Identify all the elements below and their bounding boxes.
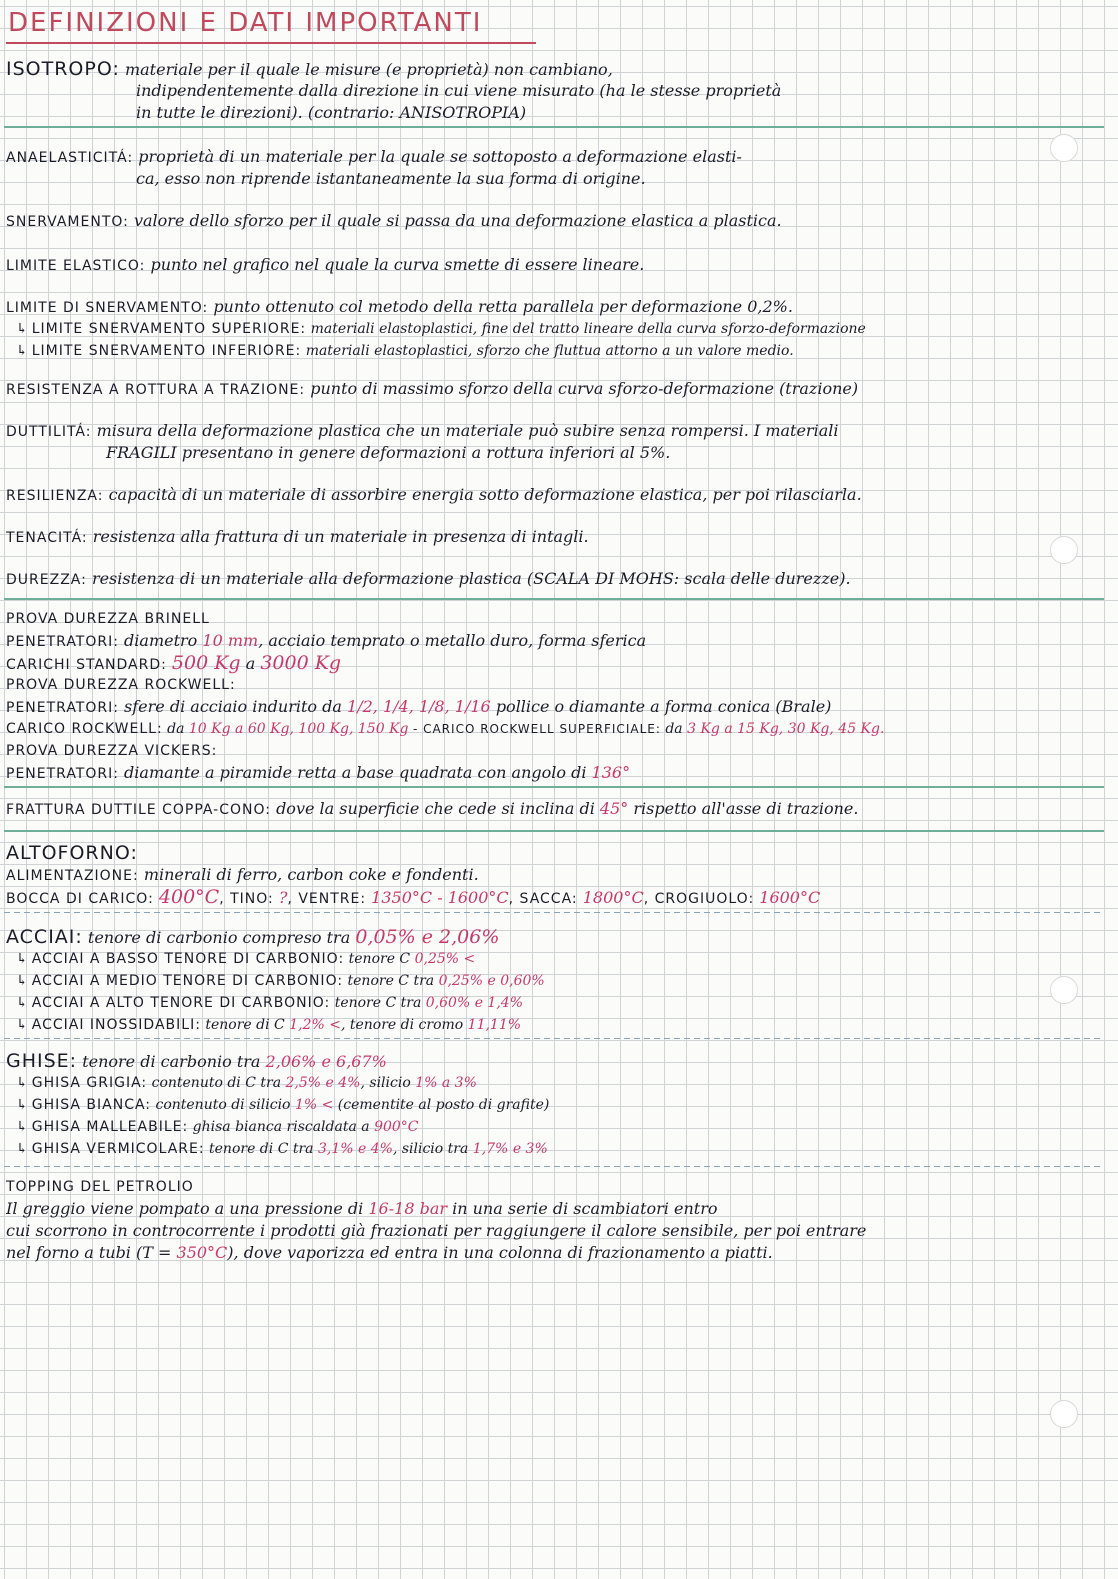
- rockwell-penetratori-pre: sfere di acciaio indurito da: [124, 697, 342, 716]
- acciai-item-label: ACCIAI INOSSIDABILI:: [31, 1017, 201, 1033]
- vickers-penetratori-label: PENETRATORI:: [6, 766, 119, 782]
- topping-line3-pre: nel forno a tubi (T =: [6, 1243, 172, 1262]
- ghise-item-text: tenore di C tra: [209, 1141, 314, 1157]
- brinell-carico-sep: a: [245, 654, 256, 673]
- ghise-item-label: GHISA VERMICOLARE:: [31, 1141, 205, 1157]
- binder-hole: [1050, 1400, 1078, 1428]
- def-anaelasticita: [6, 146, 1096, 190]
- topping: [6, 1176, 1096, 1264]
- brinell-title: PROVA DUREZZA BRINELL: [6, 611, 210, 627]
- altoforno-sacca-value: 1800°C: [582, 888, 644, 907]
- ghise-item-value: 1% <: [294, 1097, 334, 1113]
- def-text: punto ottenuto col metodo della retta parallela per deformazione 0,2%.: [213, 297, 793, 316]
- def-line: indipendentemente dalla direzione in cui viene misurato (ha le stesse proprietà: [136, 81, 782, 100]
- acciai-item-text: tenore di C: [205, 1017, 285, 1033]
- term-tenacita: TENACITÁ:: [6, 530, 88, 546]
- vickers-penetratori-text: diamante a piramide retta a base quadrata con angolo di: [124, 763, 587, 782]
- def-tenacita: [6, 526, 1096, 548]
- def-text: valore dello sforzo per il quale si passa da una deformazione elastica a plastica.: [133, 211, 782, 230]
- term-resistenza: RESISTENZA A ROTTURA A TRAZIONE:: [6, 382, 306, 398]
- vickers-angolo: 136°: [591, 763, 631, 782]
- brinell-penetratori-label: PENETRATORI:: [6, 634, 119, 650]
- altoforno-alimentazione-label: ALIMENTAZIONE:: [6, 868, 139, 884]
- acciai-item-value: 0,25% <: [414, 951, 476, 967]
- acciai: [6, 926, 1096, 1036]
- def-line: misura della deformazione plastica che un materiale può subire senza rompersi. I materiali: [96, 421, 839, 440]
- term-durezza: DUREZZA:: [6, 572, 87, 588]
- ghise-item-value: 900°C: [374, 1119, 419, 1135]
- term-limite-snervamento: LIMITE DI SNERVAMENTO:: [6, 300, 209, 316]
- altoforno: [6, 842, 1096, 908]
- def-durezza: [6, 568, 1096, 590]
- brinell-penetratori-rest: , acciaio temprato o metallo duro, forma sferica: [258, 631, 647, 650]
- section-divider: [4, 598, 1104, 600]
- altoforno-alimentazione-text: minerali di ferro, carbon coke e fondenti.: [143, 865, 479, 884]
- ghise-item-extra-value: 1% a 3%: [415, 1075, 477, 1091]
- frattura-rest: rispetto all'asse di trazione.: [633, 799, 859, 818]
- rockwell-superficiale-pre: da: [665, 721, 683, 737]
- ghise-range: 2,06% e 6,67%: [265, 1052, 387, 1071]
- sub-label: LIMITE SNERVAMENTO INFERIORE:: [31, 343, 302, 359]
- def-text: punto nel grafico nel quale la curva smette di essere lineare.: [150, 255, 645, 274]
- term-duttilita: DUTTILITÁ:: [6, 424, 92, 440]
- acciai-range: 0,05% e 2,06%: [355, 926, 500, 948]
- def-line: ca, esso non riprende istantaneamente la sua forma di origine.: [136, 169, 646, 188]
- arrow-icon: ↳: [16, 1097, 28, 1113]
- rockwell-carico-label: CARICO ROCKWELL:: [6, 721, 163, 737]
- altoforno-sacca-label: , SACCA:: [508, 891, 578, 907]
- section-divider: [4, 1166, 1104, 1167]
- rockwell-penetratori-post: pollice o diamante a forma conica (Brale): [495, 697, 832, 716]
- ghise-item-extra-value: 1,7% e 3%: [472, 1141, 548, 1157]
- binder-hole: [1050, 976, 1078, 1004]
- altoforno-title: ALTOFORNO:: [6, 842, 138, 864]
- arrow-icon: ↳: [16, 321, 28, 337]
- acciai-item-text: tenore C tra: [347, 973, 435, 989]
- altoforno-tino-value: ?: [278, 888, 288, 907]
- ghise-item-extra: , silicio tra: [392, 1141, 469, 1157]
- term-anaelasticita: ANAELASTICITÁ:: [6, 150, 134, 166]
- topping-line2: cui scorrono in controcorrente i prodotti già frazionati per raggiungere il calore sensibile, per poi entrare: [6, 1221, 867, 1240]
- arrow-icon: ↳: [16, 973, 28, 989]
- rockwell-carico-values: 10 Kg a 60 Kg, 100 Kg, 150 Kg: [188, 721, 409, 737]
- term-frattura: FRATTURA DUTTILE COPPA-CONO:: [6, 802, 271, 818]
- topping-line1-pre: Il greggio viene pompato a una pressione di: [6, 1199, 364, 1218]
- def-limite-elastico: [6, 254, 1096, 276]
- altoforno-ventre-value: 1350°C - 1600°C: [371, 888, 509, 907]
- acciai-item-label: ACCIAI A ALTO TENORE DI CARBONIO:: [31, 995, 331, 1011]
- def-line: in tutte le direzioni). (contrario: ANISOTROPIA): [136, 103, 527, 122]
- altoforno-bocca-value: 400°C: [158, 886, 220, 908]
- term-snervamento: SNERVAMENTO:: [6, 214, 129, 230]
- term-acciai: ACCIAI:: [6, 926, 83, 948]
- term-ghise: GHISE:: [6, 1050, 78, 1072]
- topping-temperatura: 350°C: [176, 1243, 228, 1262]
- arrow-icon: ↳: [16, 995, 28, 1011]
- rockwell-superficiale-values: 3 Kg a 15 Kg, 30 Kg, 45 Kg.: [687, 721, 885, 737]
- frattura-text: dove la superficie che cede si inclina di: [276, 799, 595, 818]
- term-isotropo: ISOTROPO:: [6, 58, 120, 80]
- ghise-item-text: contenuto di silicio: [155, 1097, 291, 1113]
- def-line: FRAGILI presentano in genere deformazioni a rottura inferiori al 5%.: [106, 443, 671, 462]
- rockwell-superficiale-label: - CARICO ROCKWELL SUPERFICIALE:: [412, 722, 661, 736]
- term-limite-elastico: LIMITE ELASTICO:: [6, 258, 146, 274]
- ghise-item-extra: (cementite al posto di grafite): [333, 1097, 550, 1113]
- acciai-item-label: ACCIAI A BASSO TENORE DI CARBONIO:: [31, 951, 345, 967]
- altoforno-ventre-label: , VENTRE:: [287, 891, 367, 907]
- topping-line3-post: ), dove vaporizza ed entra in una colonna di frazionamento a piatti.: [227, 1243, 773, 1262]
- frattura: [6, 798, 1096, 820]
- altoforno-bocca-label: BOCCA DI CARICO:: [6, 891, 154, 907]
- frattura-angolo: 45°: [599, 799, 629, 818]
- def-resilienza: [6, 484, 1096, 506]
- acciai-item-extra: , tenore di cromo: [340, 1017, 464, 1033]
- binder-hole: [1050, 536, 1078, 564]
- section-divider: [4, 1038, 1104, 1039]
- ghise-item-label: GHISA BIANCA:: [31, 1097, 152, 1113]
- acciai-item-extra-value: 11,11%: [467, 1017, 522, 1033]
- def-text: punto di massimo sforzo della curva sforzo-deformazione (trazione): [310, 379, 859, 398]
- ghise-item-value: 3,1% e 4%: [317, 1141, 393, 1157]
- altoforno-crogiuolo-label: , CROGIUOLO:: [643, 891, 755, 907]
- rockwell-penetratori-label: PENETRATORI:: [6, 700, 119, 716]
- ghise-item-label: GHISA MALLEABILE:: [31, 1119, 189, 1135]
- arrow-icon: ↳: [16, 1141, 28, 1157]
- arrow-icon: ↳: [16, 343, 28, 359]
- def-line: proprietà di un materiale per la quale se sottoposto a deformazione elasti-: [138, 147, 742, 166]
- arrow-icon: ↳: [16, 951, 28, 967]
- arrow-icon: ↳: [16, 1017, 28, 1033]
- section-divider: [4, 830, 1104, 832]
- title-underline: [6, 42, 536, 44]
- def-text: resistenza alla frattura di un materiale in presenza di intagli.: [92, 527, 589, 546]
- binder-hole: [1050, 134, 1078, 162]
- ghise-item-value: 2,5% e 4%: [285, 1075, 361, 1091]
- acciai-pre: tenore di carbonio compreso tra: [87, 928, 351, 947]
- acciai-item-text: tenore C: [348, 951, 411, 967]
- brinell-carico-min: 500 Kg: [171, 652, 241, 674]
- brinell-carico-max: 3000 Kg: [260, 652, 342, 674]
- term-resilienza: RESILIENZA:: [6, 488, 104, 504]
- def-resistenza: [6, 378, 1096, 400]
- vickers-title: PROVA DUREZZA VICKERS:: [6, 743, 218, 759]
- sub-label: LIMITE SNERVAMENTO SUPERIORE:: [31, 321, 307, 337]
- brinell-carichi-label: CARICHI STANDARD:: [6, 657, 167, 673]
- ghise-item-label: GHISA GRIGIA:: [31, 1075, 148, 1091]
- topping-line1-post: in una serie di scambiatori entro: [452, 1199, 718, 1218]
- def-limite-snervamento: [6, 296, 1096, 362]
- acciai-item-value: 1,2% <: [289, 1017, 341, 1033]
- arrow-icon: ↳: [16, 1119, 28, 1135]
- rockwell-penetratori-values: 1/2, 1/4, 1/8, 1/16: [347, 697, 491, 716]
- prove-durezza: [6, 608, 1096, 784]
- acciai-item-text: tenore C tra: [334, 995, 422, 1011]
- def-isotropo: [6, 58, 1096, 124]
- rockwell-carico-pre: da: [167, 721, 185, 737]
- page-title: DEFINIZIONI E DATI IMPORTANTI: [8, 8, 483, 38]
- altoforno-tino-label: , TINO:: [219, 891, 274, 907]
- ghise-pre: tenore di carbonio tra: [82, 1052, 261, 1071]
- def-snervamento: [6, 210, 1096, 232]
- altoforno-crogiuolo-value: 1600°C: [759, 888, 821, 907]
- sub-text: materiali elastoplastici, fine del tratto lineare della curva sforzo-deformazione: [310, 321, 866, 337]
- section-divider: [4, 786, 1104, 788]
- ghise-item-text: ghisa bianca riscaldata a: [192, 1119, 370, 1135]
- topping-pressione: 16-18 bar: [368, 1199, 448, 1218]
- def-duttilita: [6, 420, 1096, 464]
- def-line: materiale per il quale le misure (e proprietà) non cambiano,: [124, 60, 613, 79]
- topping-title: TOPPING DEL PETROLIO: [6, 1179, 194, 1195]
- sub-text: materiali elastoplastici, sforzo che fluttua attorno a un valore medio.: [305, 343, 794, 359]
- ghise-item-text: contenuto di C tra: [151, 1075, 282, 1091]
- section-divider: [4, 912, 1104, 913]
- ghise: [6, 1050, 1096, 1160]
- ghise-item-extra: , silicio: [360, 1075, 411, 1091]
- brinell-penetratori-text: diametro: [124, 631, 198, 650]
- arrow-icon: ↳: [16, 1075, 28, 1091]
- acciai-item-label: ACCIAI A MEDIO TENORE DI CARBONIO:: [31, 973, 344, 989]
- rockwell-title: PROVA DUREZZA ROCKWELL:: [6, 677, 236, 693]
- section-divider: [4, 126, 1104, 128]
- def-text: resistenza di un materiale alla deformazione plastica (SCALA DI MOHS: scala delle durezze).: [91, 569, 851, 588]
- acciai-item-value: 0,60% e 1,4%: [425, 995, 523, 1011]
- def-text: capacità di un materiale di assorbire energia sotto deformazione elastica, per poi rilasciarla.: [108, 485, 862, 504]
- brinell-diametro-value: 10 mm: [202, 631, 259, 650]
- acciai-item-value: 0,25% e 0,60%: [438, 973, 545, 989]
